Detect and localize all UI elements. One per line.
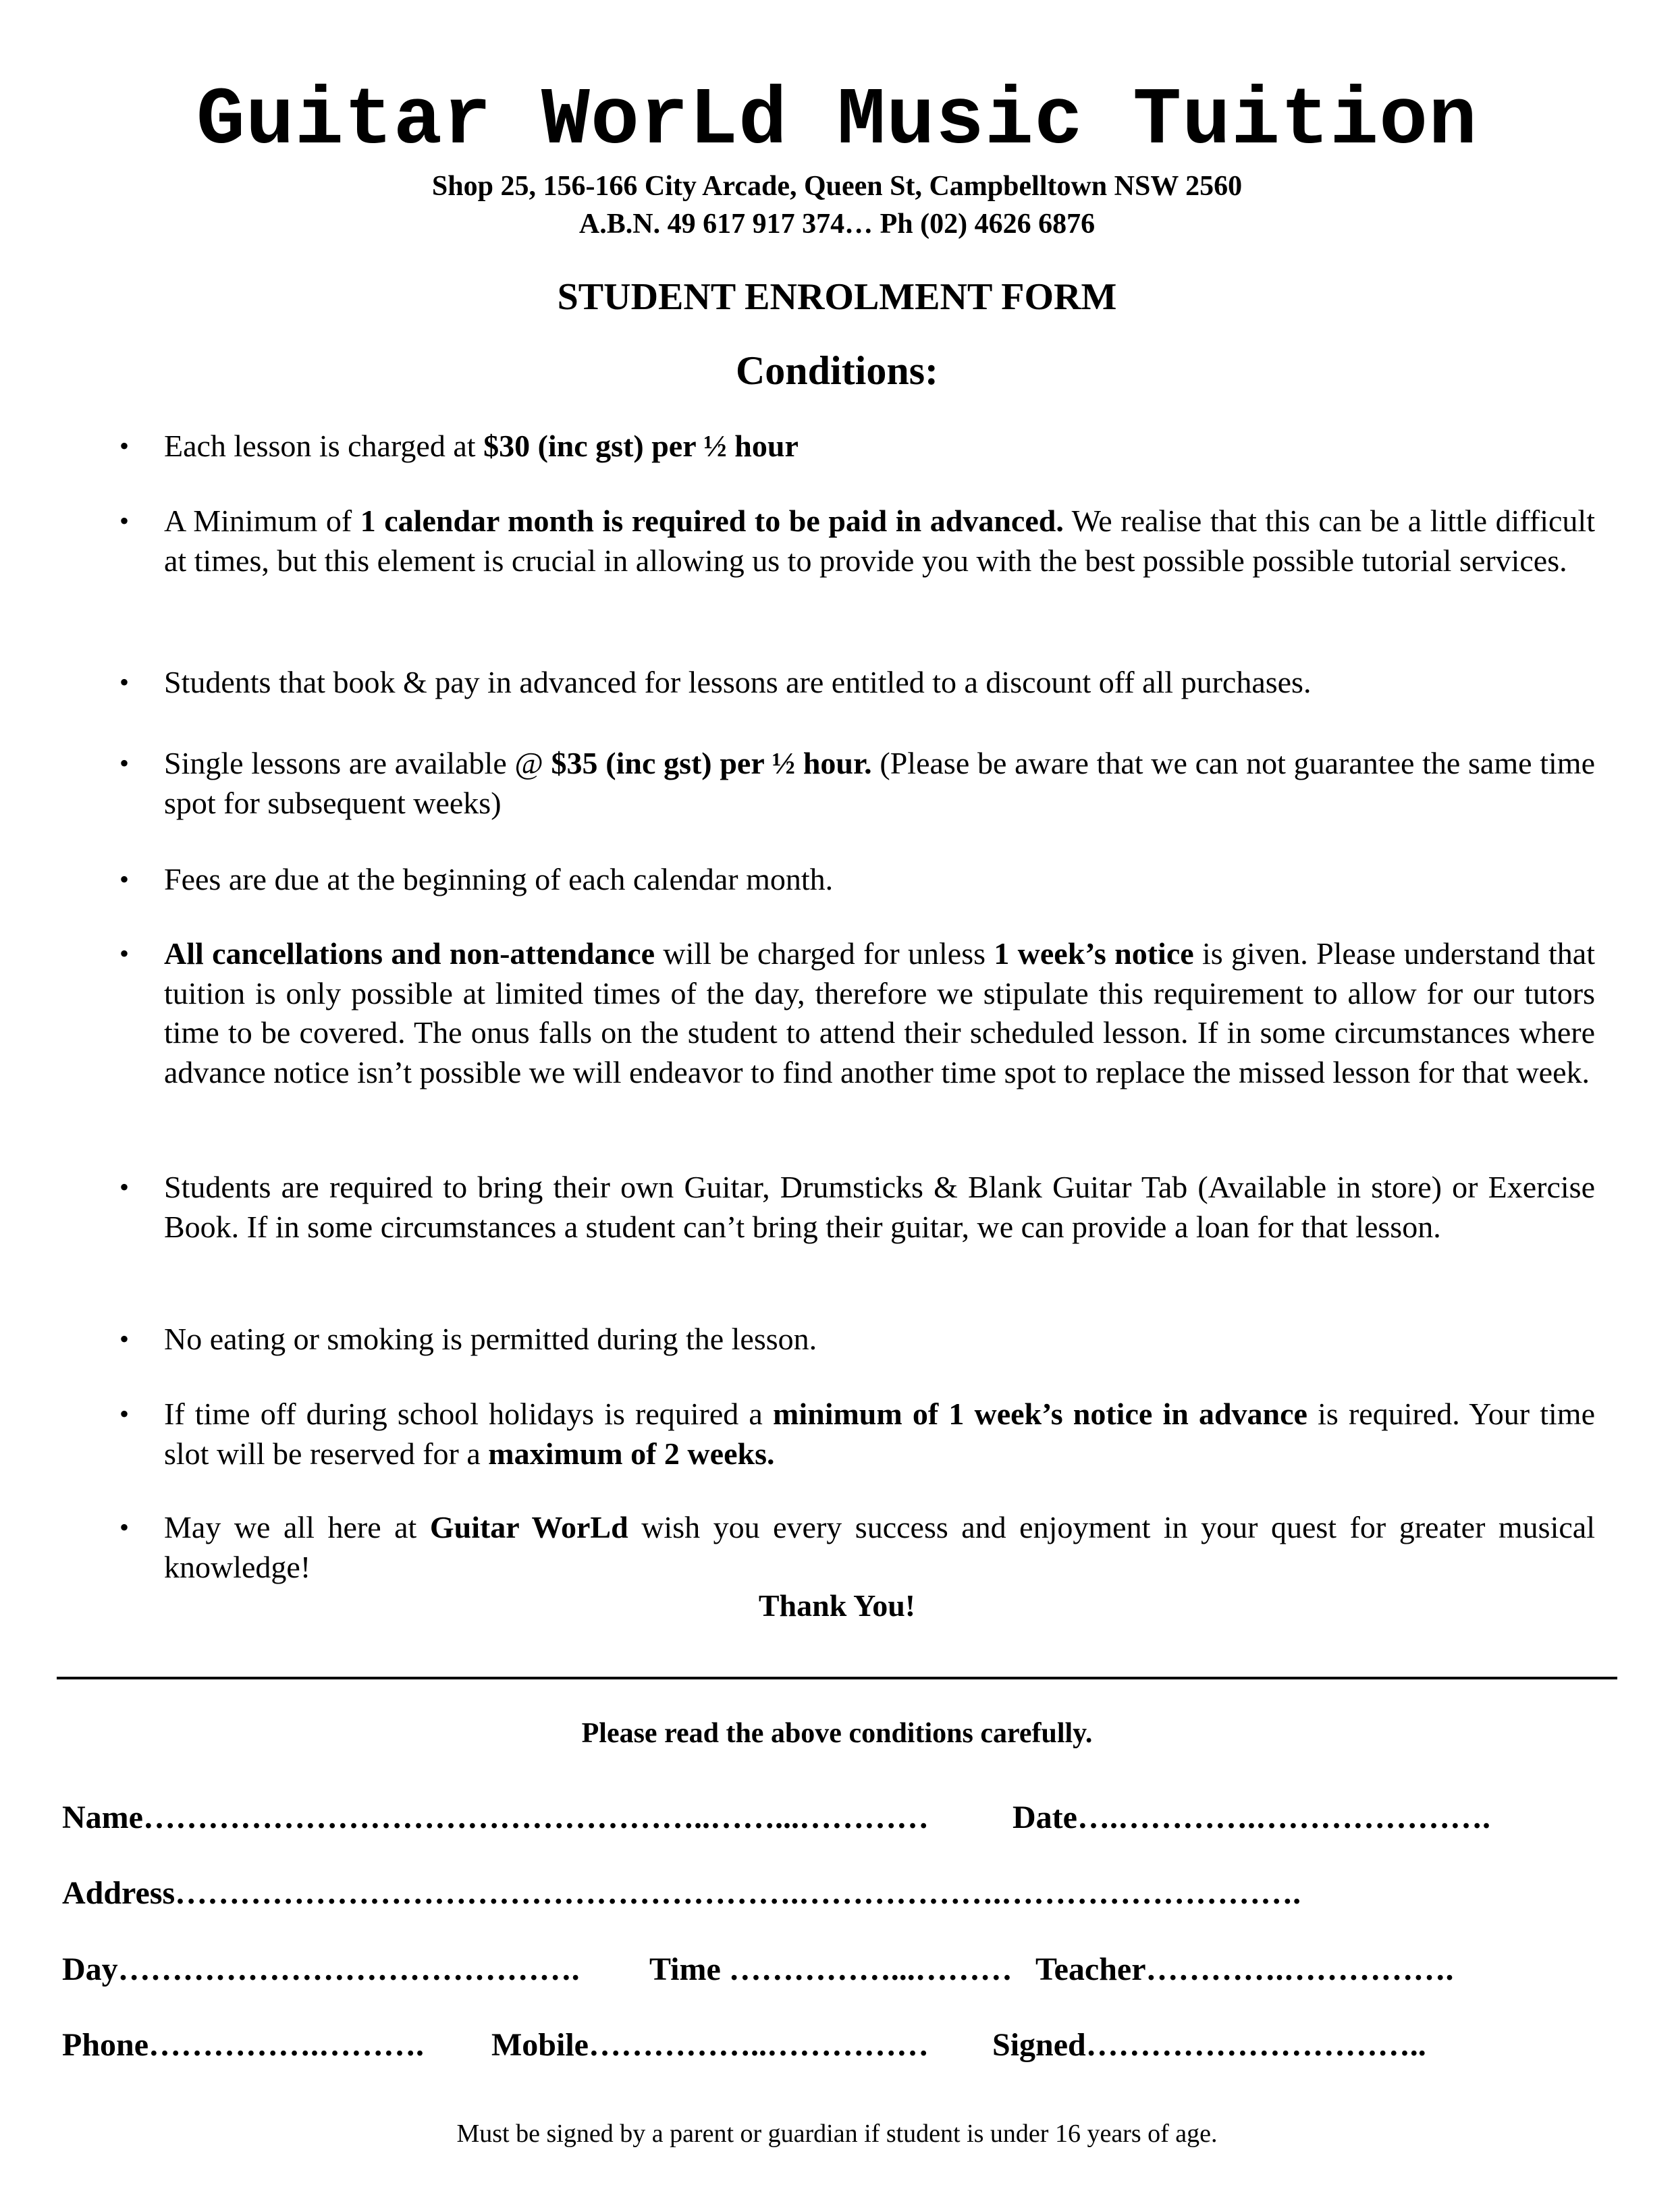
- condition-item: • Single lessons are available @ $35 (inc gst) per ½ hour. (Please be aware that we can not guarantee the same time spot for subsequent weeks): [164, 744, 1595, 823]
- bullet-icon: •: [119, 1512, 130, 1542]
- bullet-icon: •: [119, 506, 130, 536]
- abn-phone-line: A.B.N. 49 617 917 374… Ph (02) 4626 6876: [578, 209, 1096, 240]
- condition-item: • Fees are due at the beginning of each calendar month.: [164, 860, 1595, 900]
- bullet-icon: •: [119, 1399, 130, 1429]
- condition-item: • Students are required to bring their own Guitar, Drumsticks & Blank Guitar Tab (Available in store) or Exercise Book. If in some circumstances a student can’t bring their guitar, we can provide a loan for that lesson.: [164, 1168, 1595, 1247]
- guardian-signature-note: Must be signed by a parent or guardian if student is under 16 years of age.: [456, 2120, 1218, 2148]
- thank-you-text: Thank You!: [758, 1588, 916, 1623]
- business-title: Guitar WorLd Music Tuition: [196, 76, 1478, 167]
- address-field[interactable]: Address………………………………………………….……………….……………………….: [62, 1875, 1301, 1911]
- teacher-field[interactable]: Teacher………….…………….: [1035, 1951, 1454, 1987]
- read-conditions-note: Please read the above conditions carefully.: [581, 1718, 1093, 1749]
- name-date-row: [62, 1798, 1547, 1838]
- date-field[interactable]: Date….………….………………….: [1013, 1800, 1490, 1835]
- bullet-icon: •: [119, 431, 130, 461]
- section-divider: [57, 1677, 1617, 1679]
- condition-item: • If time off during school holidays is required a minimum of 1 week’s notice in advance is required. Your time slot will be reserved for a maximum of 2 weeks.: [164, 1395, 1595, 1474]
- form-title: STUDENT ENROLMENT FORM: [557, 276, 1117, 318]
- name-field[interactable]: Name……………………………………………..……...…………: [62, 1800, 929, 1835]
- day-time-teacher-row: [62, 1949, 1547, 1990]
- bullet-icon: •: [119, 667, 130, 697]
- condition-item: • May we all here at Guitar WorLd wish you every success and enjoyment in your quest for greater musical knowledge!: [164, 1508, 1595, 1587]
- mobile-field[interactable]: Mobile……………..……………: [491, 2027, 929, 2063]
- phone-mobile-signed-row: [62, 2025, 1547, 2066]
- signed-field[interactable]: Signed…………………………..: [992, 2027, 1426, 2063]
- day-field[interactable]: Day…………………………………….: [62, 1951, 580, 1987]
- condition-item: • Each lesson is charged at $30 (inc gst) per ½ hour: [164, 427, 1595, 466]
- address-line: Shop 25, 156-166 City Arcade, Queen St, Campbelltown NSW 2560: [431, 171, 1243, 202]
- bullet-icon: •: [119, 938, 130, 969]
- phone-field[interactable]: Phone…………….……….: [62, 2027, 425, 2063]
- bullet-icon: •: [119, 1324, 130, 1354]
- condition-item: • A Minimum of 1 calendar month is required to be paid in advanced. We realise that this can be a little difficult at times, but this element is crucial in allowing us to provide you with the best possible possible tutorial services.: [164, 502, 1595, 581]
- bullet-icon: •: [119, 748, 130, 778]
- condition-item: • No eating or smoking is permitted during the lesson.: [164, 1320, 1595, 1359]
- bullet-icon: •: [119, 864, 130, 894]
- condition-item: • All cancellations and non-attendance will be charged for unless 1 week’s notice is given. Please understand that tuition is only possible at limited times of the day, therefore we stipulate this requirement to allow for our tutors time to be covered. The onus falls on the student to attend their scheduled lesson. If in some circumstances where advance notice isn’t possible we will endeavor to find another time spot to replace the missed lesson for that week.: [164, 934, 1595, 1092]
- time-field[interactable]: Time ……………...………: [649, 1951, 1013, 1987]
- bullet-icon: •: [119, 1172, 130, 1202]
- condition-item: • Students that book & pay in advanced for lessons are entitled to a discount off all purchases.: [164, 663, 1595, 703]
- address-row: [62, 1873, 1547, 1914]
- conditions-heading: Conditions:: [735, 348, 939, 393]
